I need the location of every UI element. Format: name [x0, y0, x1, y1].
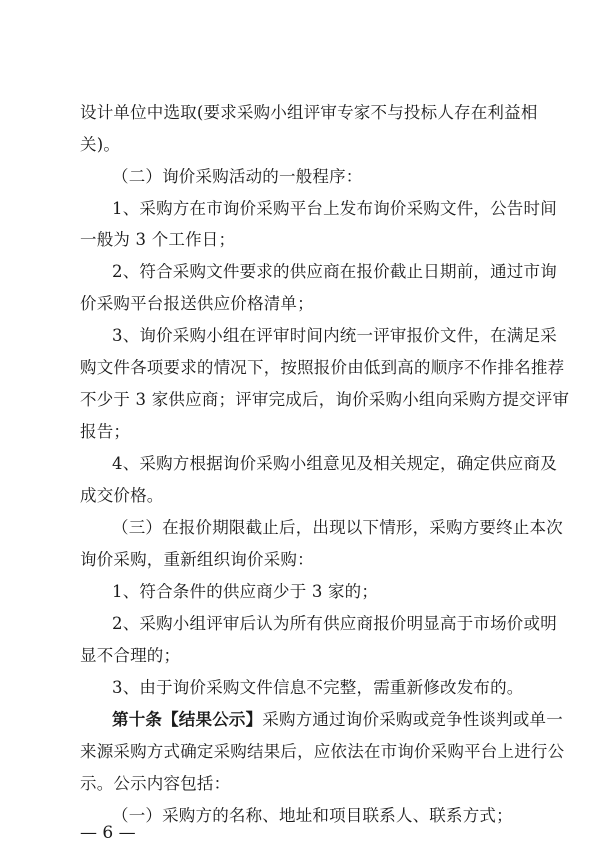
text-line-11: 报告；	[80, 422, 131, 441]
text-line-12: 4、采购方根据询价采购小组意见及相关规定，确定供应商及	[112, 454, 557, 473]
section-heading-procedure: （二）询价采购活动的一般程序：	[112, 167, 363, 186]
text-line-19: 3、由于询价采购文件信息不完整，需重新修改发布的。	[112, 678, 524, 697]
article-heading: 第十条【结果公示】	[112, 710, 263, 729]
article-ten-first-line	[112, 709, 563, 731]
text-line-8: 3、询价采购小组在评审时间内统一评审报价文件，在满足采	[112, 326, 557, 345]
text-line-16: 1、符合条件的供应商少于 3 家的；	[112, 582, 379, 601]
section-heading-termination: （三）在报价期限截止后，出现以下情形，采购方要终止本次	[112, 518, 563, 537]
text-line-18: 显不合理的；	[80, 646, 181, 665]
text-line-17: 2、采购小组评审后认为所有供应商报价明显高于市场价或明	[112, 614, 557, 633]
text-line-10: 不少于 3 家供应商；评审完成后，询价采购小组向采购方提交评审	[80, 390, 570, 409]
text-line-22: 示。公示内容包括：	[80, 774, 231, 793]
text-line-23: （一）采购方的名称、地址和项目联系人、联系方式；	[112, 806, 513, 825]
text-line-1: 设计单位中选取(要求采购小组评审专家不与投标人存在利益相	[80, 103, 538, 122]
text-line-15: 询价采购，重新组织询价采购：	[80, 550, 314, 569]
text-line-9: 购文件各项要求的情况下，按照报价由低到高的顺序不作排名推荐	[80, 358, 565, 377]
page-number: — 6 —	[80, 823, 136, 843]
text-line-5: 一般为 3 个工作日；	[80, 230, 236, 249]
text-line-13: 成交价格。	[80, 486, 164, 505]
text-line-21: 来源采购方式确定采购结果后，应依法在市询价采购平台上进行公	[80, 742, 565, 761]
text-line-7: 价采购平台报送供应价格清单；	[80, 294, 314, 313]
article-text: 采购方通过询价采购或竞争性谈判或单一	[262, 710, 563, 729]
text-line-6: 2、符合采购文件要求的供应商在报价截止日期前，通过市询	[112, 262, 557, 281]
text-line-2: 关)。	[80, 135, 121, 154]
text-line-4: 1、采购方在市询价采购平台上发布询价采购文件，公告时间	[112, 199, 557, 218]
